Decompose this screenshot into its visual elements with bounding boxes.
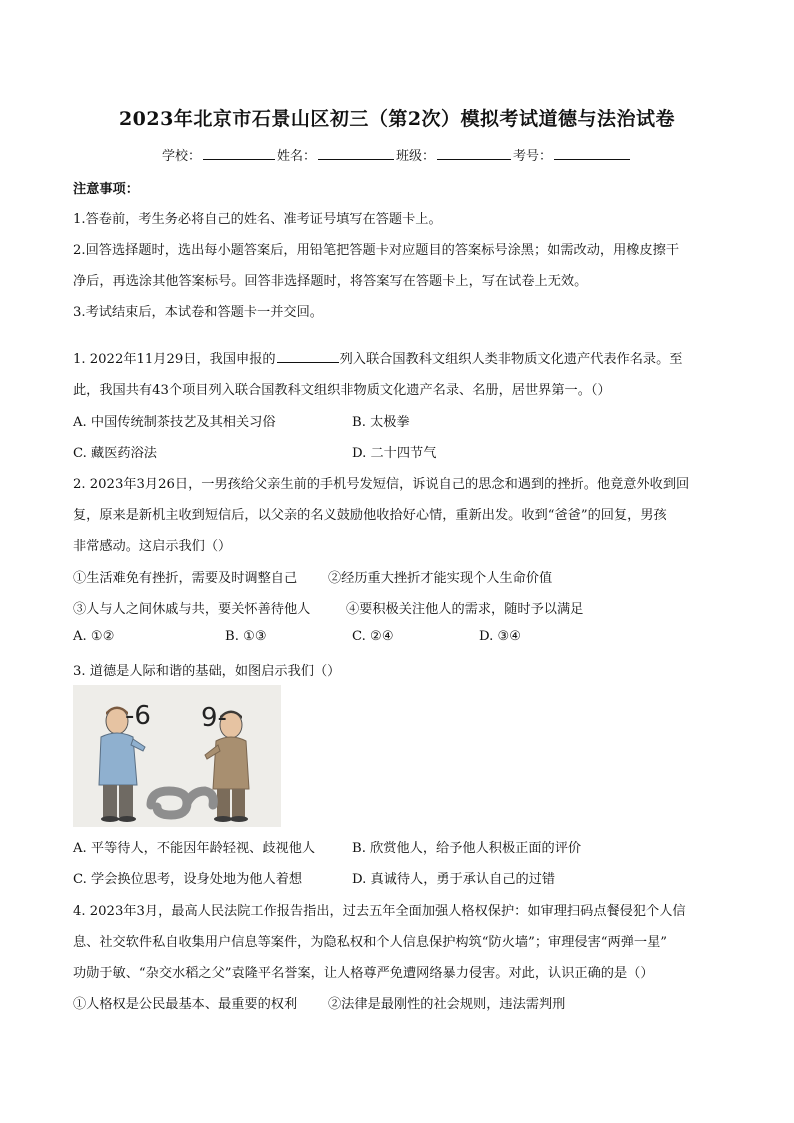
question-1-text: 1. 2022年11月29日，我国申报的 bbox=[73, 352, 276, 367]
exam-title: 2023年北京市石景山区初三（第2次）模拟考试道德与法治试卷 bbox=[118, 108, 676, 130]
class-blank bbox=[437, 147, 511, 160]
question-1-line: 此，我国共有43个项目列入联合国教科文组织非物质文化遗产名录、名册，居世界第一。（） bbox=[73, 383, 611, 398]
note-item: 1.答卷前，考生务必将自己的姓名、准考证号填写在答题卡上。 bbox=[73, 212, 442, 227]
question-2-line: 2. 2023年3月26日，一男孩给父亲生前的手机号发短信，诉说自己的思念和遇到的挫折。他竟意外收到回 bbox=[73, 477, 690, 492]
name-label: 姓名： bbox=[276, 149, 316, 164]
statement-3: ③人与人之间休戚与共，要关怀善待他人 bbox=[73, 602, 311, 617]
question-1-line bbox=[73, 348, 682, 367]
statement-1: ①人格权是公民最基本、最重要的权利 bbox=[73, 997, 298, 1012]
option-d: D. 二十四节气 bbox=[352, 446, 437, 461]
option-b: B. ①③ bbox=[225, 629, 267, 644]
id-blank bbox=[554, 147, 630, 160]
question-3-stem: 3. 道德是人际和谐的基础，如图启示我们（） bbox=[73, 664, 341, 679]
option-a: A. 平等待人，不能因年龄轻视、歧视他人 bbox=[73, 841, 316, 856]
note-item: 3.考试结束后，本试卷和答题卡一并交回。 bbox=[73, 305, 323, 320]
statement-2: ②经历重大挫折才能实现个人生命价值 bbox=[328, 571, 553, 586]
name-blank bbox=[318, 147, 394, 160]
option-d: D. ③④ bbox=[479, 629, 522, 644]
option-d: D. 真诚待人，勇于承认自己的过错 bbox=[352, 872, 556, 887]
option-c: C. 学会换位思考，设身处地为他人着想 bbox=[73, 872, 303, 887]
question-4-line: 功勋于敏、“杂交水稻之父”袁隆平名誉案，让人格尊严免遭网络暴力侵害。对此，认识正确的是（） bbox=[73, 966, 654, 981]
question-2-line: 复，原来是新机主收到短信后，以父亲的名义鼓励他收拾好心情，重新出发。收到“爸爸”的回复，男孩 bbox=[73, 508, 667, 523]
option-a: A. 中国传统制茶技艺及其相关习俗 bbox=[73, 415, 276, 430]
option-c: C. ②④ bbox=[352, 629, 394, 644]
id-label: 考号： bbox=[513, 149, 553, 164]
option-b: B. 太极拳 bbox=[352, 415, 410, 430]
six-or-nine-illustration bbox=[73, 685, 281, 827]
option-a: A. ①② bbox=[73, 629, 115, 644]
question-1-text: 列入联合国教科文组织人类非物质文化遗产代表作名录。至 bbox=[339, 352, 683, 367]
option-c: C. 藏医药浴法 bbox=[73, 446, 157, 461]
note-item: 2.回答选择题时，选出每小题答案后，用铅笔把答题卡对应题目的答案标号涂黑；如需改动，用橡皮擦干 bbox=[73, 243, 680, 258]
question-2-line: 非常感动。这启示我们（） bbox=[73, 539, 232, 554]
statement-2: ②法律是最刚性的社会规则，违法需判刑 bbox=[328, 997, 566, 1012]
option-b: B. 欣赏他人，给予他人积极正面的评价 bbox=[352, 841, 582, 856]
note-item: 净后，再选涂其他答案标号。回答非选择题时，将答案写在答题卡上，写在试卷上无效。 bbox=[73, 274, 588, 289]
speech-left-text: -6 bbox=[125, 701, 151, 731]
class-label: 班级： bbox=[396, 149, 436, 164]
speech-right-text: 9- bbox=[201, 703, 227, 733]
school-blank bbox=[203, 147, 275, 160]
answer-blank bbox=[277, 350, 339, 363]
student-info-line bbox=[0, 145, 794, 164]
question-4-line: 息、社交软件私自收集用户信息等案件，为隐私权和个人信息保护构筑“防火墙”；审理侵害“两弹一星” bbox=[73, 935, 668, 950]
question-4-line: 4. 2023年3月，最高人民法院工作报告指出，过去五年全面加强人格权保护：如审理扫码点餐侵犯个人信 bbox=[73, 904, 686, 919]
statement-1: ①生活难免有挫折，需要及时调整自己 bbox=[73, 571, 298, 586]
notes-heading: 注意事项： bbox=[73, 182, 139, 197]
illustration-svg bbox=[73, 685, 281, 827]
statement-4: ④要积极关注他人的需求，随时予以满足 bbox=[346, 602, 584, 617]
school-label: 学校： bbox=[161, 149, 201, 164]
